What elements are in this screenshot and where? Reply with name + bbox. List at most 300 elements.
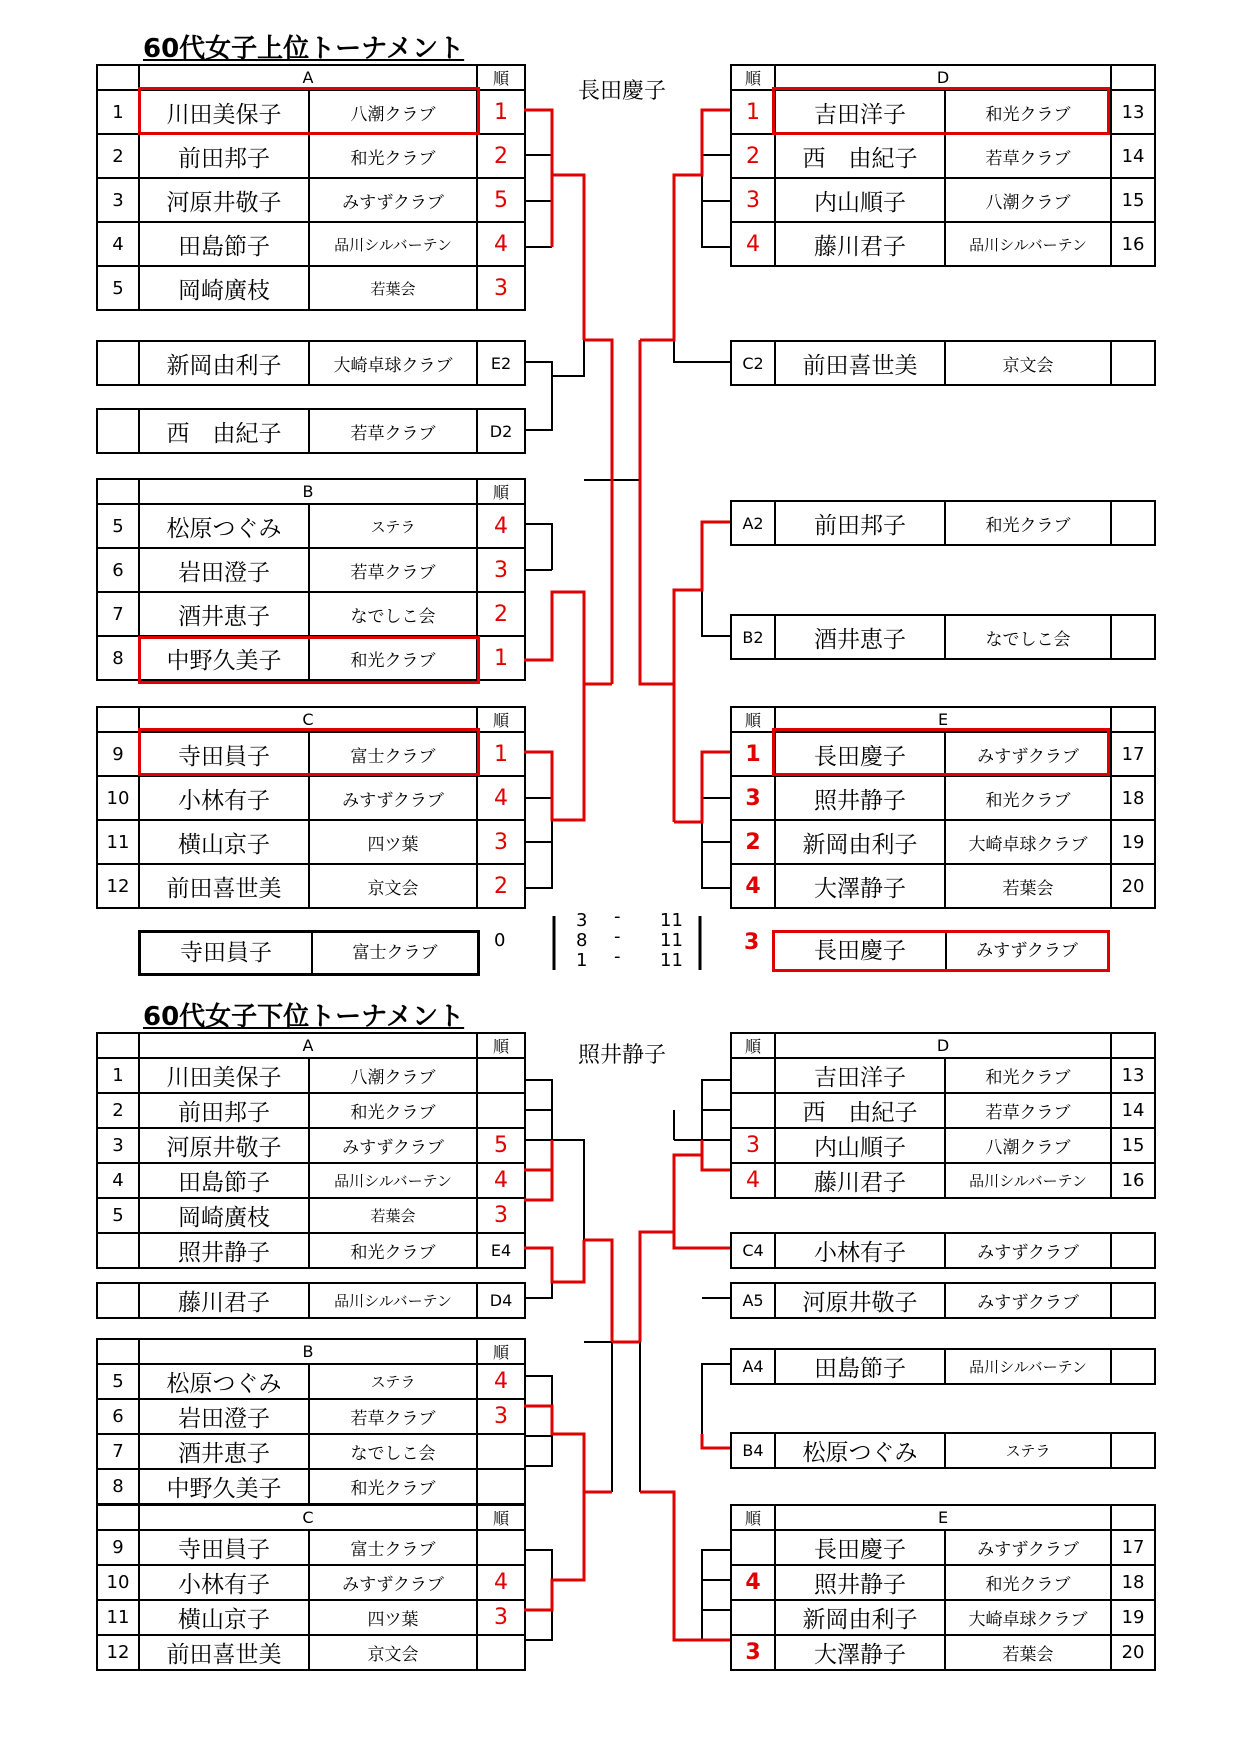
final-left-score: 0 xyxy=(494,930,506,951)
player-number: 13 xyxy=(1111,90,1155,134)
blank-cell xyxy=(97,1339,139,1364)
bracket-line xyxy=(524,362,552,430)
lower-extra-right-2 xyxy=(730,1282,1156,1319)
seed-code: C4 xyxy=(731,1233,775,1268)
player-name: 小林有子 xyxy=(139,1565,309,1600)
player-rank xyxy=(477,1058,525,1093)
group-label: D xyxy=(775,65,1111,90)
player-club: 和光クラブ xyxy=(309,134,477,178)
player-name: 前田喜世美 xyxy=(139,1635,309,1670)
player-number: 4 xyxy=(97,1163,139,1198)
player-club: 和光クラブ xyxy=(945,90,1111,134)
player-number: 17 xyxy=(1111,732,1155,776)
player-rank: 1 xyxy=(731,90,775,134)
player-rank: 4 xyxy=(477,504,525,548)
blank-cell xyxy=(1111,341,1155,385)
upper-group-a xyxy=(96,64,526,311)
player-rank: 2 xyxy=(477,592,525,636)
group-label: D xyxy=(775,1033,1111,1058)
player-name: 前田邦子 xyxy=(775,501,945,545)
player-club: みすずクラブ xyxy=(309,1565,477,1600)
blank-cell xyxy=(1111,1033,1155,1058)
player-name: 藤川君子 xyxy=(775,222,945,266)
player-name: 河原井敬子 xyxy=(139,1128,309,1163)
blank-cell xyxy=(1111,1283,1155,1318)
player-rank: 3 xyxy=(731,1128,775,1163)
player-rank: 4 xyxy=(477,1565,525,1600)
player-rank: 1 xyxy=(477,636,525,680)
player-number: 14 xyxy=(1111,134,1155,178)
player-club: 四ツ葉 xyxy=(309,1600,477,1635)
player-club: 和光クラブ xyxy=(309,636,477,680)
player-name: 内山順子 xyxy=(775,178,945,222)
player-number: 8 xyxy=(97,636,139,680)
player-name: 中野久美子 xyxy=(139,1469,309,1504)
player-rank: 4 xyxy=(731,222,775,266)
player-number: 6 xyxy=(97,1399,139,1434)
game-score-2-a: 8 xyxy=(576,930,588,951)
blank-cell xyxy=(1111,65,1155,90)
player-club: 若草クラブ xyxy=(309,1399,477,1434)
player-club: 大崎卓球クラブ xyxy=(945,1600,1111,1635)
upper-champion: 長田慶子 xyxy=(578,79,667,104)
rank-header: 順 xyxy=(477,1033,525,1058)
lower-extra-left-1 xyxy=(96,1232,526,1269)
player-name: 前田邦子 xyxy=(139,1093,309,1128)
player-rank: 3 xyxy=(477,266,525,310)
player-club: 若葉会 xyxy=(309,1198,477,1233)
player-name: 田島節子 xyxy=(775,1349,945,1384)
player-club: なでしこ会 xyxy=(309,592,477,636)
player-rank xyxy=(477,1434,525,1469)
player-name: 大澤静子 xyxy=(775,864,945,908)
upper-group-b xyxy=(96,478,526,681)
player-rank: 2 xyxy=(731,134,775,178)
blank-cell xyxy=(1111,707,1155,732)
bracket-line xyxy=(524,798,552,888)
blank-cell xyxy=(1111,1433,1155,1468)
player-club: みすずクラブ xyxy=(309,776,477,820)
player-club: 若草クラブ xyxy=(309,409,477,453)
seed-code: B2 xyxy=(731,615,775,659)
player-name: 河原井敬子 xyxy=(139,178,309,222)
player-name: 内山順子 xyxy=(775,1128,945,1163)
upper-extra-left-1 xyxy=(96,340,526,386)
player-number: 1 xyxy=(97,90,139,134)
rank-header: 順 xyxy=(477,707,525,732)
player-club: みすずクラブ xyxy=(945,732,1111,776)
player-name: 河原井敬子 xyxy=(775,1283,945,1318)
player-number: 7 xyxy=(97,1434,139,1469)
final-right-name: 長田慶子 xyxy=(775,933,947,969)
player-club: 大崎卓球クラブ xyxy=(945,820,1111,864)
player-number: 11 xyxy=(97,1600,139,1635)
player-name: 新岡由利子 xyxy=(139,341,309,385)
upper-extra-right-3 xyxy=(730,614,1156,660)
winner-path xyxy=(674,1232,730,1248)
blank-cell xyxy=(97,409,139,453)
player-name: 前田喜世美 xyxy=(775,341,945,385)
player-club: 品川シルバーテン xyxy=(945,222,1111,266)
player-club: 八潮クラブ xyxy=(309,90,477,134)
seed-code: D2 xyxy=(477,409,525,453)
rank-header: 順 xyxy=(477,1505,525,1530)
player-rank: 1 xyxy=(477,90,525,134)
winner-path xyxy=(584,340,612,684)
bracket-line xyxy=(552,340,584,376)
player-name: 田島節子 xyxy=(139,222,309,266)
player-club: 若葉会 xyxy=(945,1635,1111,1670)
player-name: 新岡由利子 xyxy=(775,1600,945,1635)
upper-extra-right-2 xyxy=(730,500,1156,546)
rank-header: 順 xyxy=(731,707,775,732)
player-club: 富士クラブ xyxy=(309,732,477,776)
player-rank xyxy=(477,1469,525,1504)
seed-code: A5 xyxy=(731,1283,775,1318)
player-name: 照井静子 xyxy=(139,1233,309,1268)
lower-extra-left-2 xyxy=(96,1282,526,1319)
player-club: みすずクラブ xyxy=(309,178,477,222)
player-name: 西 由紀子 xyxy=(775,134,945,178)
player-rank: 3 xyxy=(731,776,775,820)
player-number: 10 xyxy=(97,1565,139,1600)
player-number: 5 xyxy=(97,504,139,548)
player-club: 若草クラブ xyxy=(309,548,477,592)
winner-path xyxy=(640,1492,730,1640)
player-club: みすずクラブ xyxy=(945,1530,1111,1565)
player-club: 和光クラブ xyxy=(309,1233,477,1268)
lower-extra-right-1 xyxy=(730,1232,1156,1269)
player-name: 川田美保子 xyxy=(139,90,309,134)
player-club: ステラ xyxy=(309,504,477,548)
player-rank: 3 xyxy=(731,1635,775,1670)
player-club: 和光クラブ xyxy=(309,1469,477,1504)
player-rank: 3 xyxy=(477,548,525,592)
seed-code: E2 xyxy=(477,341,525,385)
bracket-line xyxy=(524,1270,552,1298)
seed-code: D4 xyxy=(477,1283,525,1318)
player-name: 横山京子 xyxy=(139,820,309,864)
player-name: 大澤静子 xyxy=(775,1635,945,1670)
player-number: 15 xyxy=(1111,178,1155,222)
player-number: 15 xyxy=(1111,1128,1155,1163)
player-number: 3 xyxy=(97,1128,139,1163)
seed-code: C2 xyxy=(731,341,775,385)
game-score-1-sep: - xyxy=(614,906,621,927)
player-club: なでしこ会 xyxy=(309,1434,477,1469)
seed-code: A2 xyxy=(731,501,775,545)
winner-path xyxy=(674,522,730,822)
player-name: 横山京子 xyxy=(139,1600,309,1635)
player-rank xyxy=(731,1530,775,1565)
player-number: 19 xyxy=(1111,1600,1155,1635)
bracket-line xyxy=(524,1550,552,1640)
player-rank: 3 xyxy=(731,178,775,222)
player-name: 田島節子 xyxy=(139,1163,309,1198)
lower-group-b xyxy=(96,1338,526,1505)
player-rank: 3 xyxy=(477,1399,525,1434)
player-rank xyxy=(477,1635,525,1670)
player-name: 藤川君子 xyxy=(775,1163,945,1198)
game-score-3-b: 11 xyxy=(660,950,683,971)
final-right-club: みすずクラブ xyxy=(976,941,1078,961)
player-club: ステラ xyxy=(309,1364,477,1399)
blank-cell xyxy=(1111,1505,1155,1530)
player-club: 若草クラブ xyxy=(945,1093,1111,1128)
player-club: 品川シルバーテン xyxy=(945,1163,1111,1198)
player-number: 4 xyxy=(97,222,139,266)
player-rank: 1 xyxy=(477,732,525,776)
blank-cell xyxy=(1111,1349,1155,1384)
upper-extra-right-1 xyxy=(730,340,1156,386)
winner-path xyxy=(640,1140,730,1342)
player-name: 前田邦子 xyxy=(139,134,309,178)
player-club: 和光クラブ xyxy=(945,1565,1111,1600)
player-name: 岩田澄子 xyxy=(139,1399,309,1434)
upper-group-c xyxy=(96,706,526,909)
player-club: みすずクラブ xyxy=(945,1233,1111,1268)
game-score-3-sep: - xyxy=(614,946,621,967)
player-number: 14 xyxy=(1111,1093,1155,1128)
player-rank: 4 xyxy=(477,776,525,820)
player-name: 吉田洋子 xyxy=(775,1058,945,1093)
player-number: 20 xyxy=(1111,1635,1155,1670)
winner-path xyxy=(584,1240,612,1342)
player-number: 17 xyxy=(1111,1530,1155,1565)
lower-group-d xyxy=(730,1032,1156,1199)
player-name: 松原つぐみ xyxy=(139,504,309,548)
final-left-name: 寺田員子 xyxy=(141,933,313,973)
group-label: E xyxy=(775,1505,1111,1530)
player-club: なでしこ会 xyxy=(945,615,1111,659)
blank-cell xyxy=(97,707,139,732)
player-club: 若葉会 xyxy=(945,864,1111,908)
player-rank: 3 xyxy=(477,820,525,864)
seed-code: B4 xyxy=(731,1433,775,1468)
player-rank: 4 xyxy=(731,1565,775,1600)
upper-group-e xyxy=(730,706,1156,909)
player-rank: 4 xyxy=(477,1163,525,1198)
player-number: 13 xyxy=(1111,1058,1155,1093)
player-rank: 4 xyxy=(477,222,525,266)
player-rank: 4 xyxy=(731,1163,775,1198)
rank-header: 順 xyxy=(477,1339,525,1364)
lower-group-e xyxy=(730,1504,1156,1671)
player-rank xyxy=(731,1093,775,1128)
player-name: 松原つぐみ xyxy=(775,1433,945,1468)
blank-cell xyxy=(97,1033,139,1058)
player-name: 酒井恵子 xyxy=(139,592,309,636)
player-club: 四ツ葉 xyxy=(309,820,477,864)
player-name: 照井静子 xyxy=(775,776,945,820)
group-label: B xyxy=(139,1339,477,1364)
player-club: 富士クラブ xyxy=(309,1530,477,1565)
blank-cell xyxy=(97,479,139,504)
group-label: A xyxy=(139,65,477,90)
blank-cell xyxy=(1111,501,1155,545)
game-score-2-sep: - xyxy=(614,926,621,947)
player-name: 中野久美子 xyxy=(139,636,309,680)
game-score-1-b: 11 xyxy=(660,910,683,931)
player-club: 大崎卓球クラブ xyxy=(309,341,477,385)
player-number: 9 xyxy=(97,1530,139,1565)
winner-path xyxy=(640,340,674,684)
group-label: B xyxy=(139,479,477,504)
blank-cell xyxy=(1111,615,1155,659)
group-label: C xyxy=(139,1505,477,1530)
lower-extra-right-4 xyxy=(730,1432,1156,1469)
player-number: 18 xyxy=(1111,1565,1155,1600)
bracket-line xyxy=(702,1080,730,1140)
final-left-box xyxy=(138,930,480,976)
lower-extra-right-3 xyxy=(730,1348,1156,1385)
bracket-line xyxy=(702,522,730,636)
player-number: 20 xyxy=(1111,864,1155,908)
bracket-line xyxy=(702,798,730,888)
player-name: 小林有子 xyxy=(139,776,309,820)
player-number: 12 xyxy=(97,1635,139,1670)
blank-cell xyxy=(97,341,139,385)
player-number: 7 xyxy=(97,592,139,636)
player-number: 18 xyxy=(1111,776,1155,820)
player-name: 松原つぐみ xyxy=(139,1364,309,1399)
player-number: 19 xyxy=(1111,820,1155,864)
lower-title: 60代女子下位トーナメント xyxy=(143,1002,465,1032)
player-name: 吉田洋子 xyxy=(775,90,945,134)
player-rank: 3 xyxy=(477,1198,525,1233)
player-rank xyxy=(477,1530,525,1565)
player-number: 3 xyxy=(97,178,139,222)
player-name: 藤川君子 xyxy=(139,1283,309,1318)
player-club: 品川シルバーテン xyxy=(309,1283,477,1318)
player-number: 9 xyxy=(97,732,139,776)
upper-extra-left-2 xyxy=(96,408,526,454)
player-number: 5 xyxy=(97,1198,139,1233)
player-number: 5 xyxy=(97,1364,139,1399)
lower-champion: 照井静子 xyxy=(578,1043,667,1068)
player-rank: 2 xyxy=(477,134,525,178)
game-score-2-b: 11 xyxy=(660,930,683,951)
rank-header: 順 xyxy=(731,1505,775,1530)
player-name: 小林有子 xyxy=(775,1233,945,1268)
rank-header: 順 xyxy=(731,65,775,90)
rank-header: 順 xyxy=(477,479,525,504)
player-rank: 1 xyxy=(731,732,775,776)
player-name: 長田慶子 xyxy=(775,1530,945,1565)
player-rank: 3 xyxy=(477,1600,525,1635)
player-club: 和光クラブ xyxy=(945,776,1111,820)
winner-path xyxy=(524,1492,584,1610)
player-number: 6 xyxy=(97,548,139,592)
player-number: 11 xyxy=(97,820,139,864)
blank-cell xyxy=(97,65,139,90)
bracket-line xyxy=(674,175,730,362)
bracket-line xyxy=(702,155,730,247)
bracket-line xyxy=(552,1140,584,1240)
player-club: ステラ xyxy=(945,1433,1111,1468)
player-rank: 4 xyxy=(477,1364,525,1399)
player-number: 2 xyxy=(97,134,139,178)
rank-header: 順 xyxy=(731,1033,775,1058)
bracket-line xyxy=(524,524,552,570)
player-club: 若草クラブ xyxy=(945,134,1111,178)
player-club: 若葉会 xyxy=(309,266,477,310)
player-rank: 5 xyxy=(477,1128,525,1163)
player-name: 照井静子 xyxy=(775,1565,945,1600)
player-rank: 4 xyxy=(731,864,775,908)
group-label: A xyxy=(139,1033,477,1058)
player-number: 5 xyxy=(97,266,139,310)
player-club: 八潮クラブ xyxy=(945,1128,1111,1163)
bracket-line xyxy=(702,1364,730,1448)
player-club: 八潮クラブ xyxy=(945,178,1111,222)
winner-path xyxy=(524,684,584,820)
player-rank: 5 xyxy=(477,178,525,222)
group-label: E xyxy=(775,707,1111,732)
bracket-line xyxy=(524,1080,552,1140)
winner-path xyxy=(524,110,584,340)
winner-path xyxy=(702,1434,730,1448)
game-score-1-a: 3 xyxy=(576,910,588,931)
player-name: 川田美保子 xyxy=(139,1058,309,1093)
player-name: 岩田澄子 xyxy=(139,548,309,592)
seed-code: E4 xyxy=(477,1233,525,1268)
player-number: 12 xyxy=(97,864,139,908)
player-name: 西 由紀子 xyxy=(139,409,309,453)
blank-cell xyxy=(1111,1233,1155,1268)
player-club: 品川シルバーテン xyxy=(309,222,477,266)
bracket-line xyxy=(524,1376,552,1466)
winner-path xyxy=(640,110,730,340)
rank-header: 順 xyxy=(477,65,525,90)
bracket-line xyxy=(524,155,552,247)
final-left-club: 富士クラブ xyxy=(352,943,438,963)
game-score-3-a: 1 xyxy=(576,950,588,971)
bracket-line xyxy=(702,1550,730,1640)
player-name: 酒井恵子 xyxy=(775,615,945,659)
seed-code: A4 xyxy=(731,1349,775,1384)
player-club: 品川シルバーテン xyxy=(309,1163,477,1198)
player-club: 京文会 xyxy=(309,1635,477,1670)
player-rank xyxy=(731,1600,775,1635)
player-number: 10 xyxy=(97,776,139,820)
player-number: 2 xyxy=(97,1093,139,1128)
player-name: 前田喜世美 xyxy=(139,864,309,908)
player-rank: 2 xyxy=(731,820,775,864)
player-club: 八潮クラブ xyxy=(309,1058,477,1093)
blank-cell xyxy=(97,1283,139,1318)
player-club: 和光クラブ xyxy=(945,501,1111,545)
final-right-score: 3 xyxy=(744,930,760,955)
player-name: 寺田員子 xyxy=(139,1530,309,1565)
player-club: 品川シルバーテン xyxy=(945,1349,1111,1384)
player-club: みすずクラブ xyxy=(945,1283,1111,1318)
player-club: 京文会 xyxy=(309,864,477,908)
winner-path xyxy=(524,592,584,684)
player-club: みすずクラブ xyxy=(309,1128,477,1163)
player-club: 和光クラブ xyxy=(945,1058,1111,1093)
player-name: 岡崎廣枝 xyxy=(139,1198,309,1233)
winner-path xyxy=(674,752,730,822)
player-number: 1 xyxy=(97,1058,139,1093)
player-club: 京文会 xyxy=(945,341,1111,385)
upper-group-d xyxy=(730,64,1156,267)
player-name: 西 由紀子 xyxy=(775,1093,945,1128)
final-right-box xyxy=(772,930,1110,972)
blank-cell xyxy=(97,1505,139,1530)
lower-group-a xyxy=(96,1032,526,1234)
player-number: 8 xyxy=(97,1469,139,1504)
